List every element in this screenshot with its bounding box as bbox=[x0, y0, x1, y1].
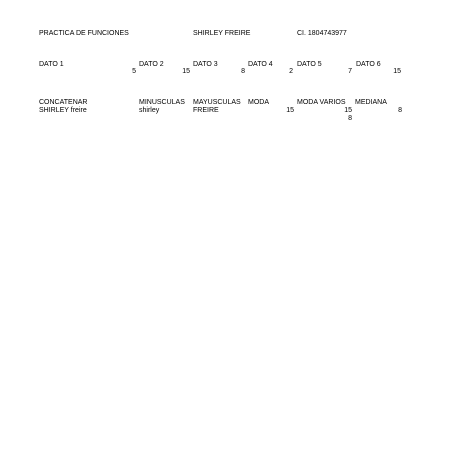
header-minusculas[interactable]: MINUSCULAS bbox=[139, 99, 185, 106]
header-dato-4[interactable]: DATO 4 bbox=[248, 61, 273, 68]
value-dato-3[interactable]: 8 bbox=[241, 68, 245, 75]
header-dato-5[interactable]: DATO 5 bbox=[297, 61, 322, 68]
value-dato-1[interactable]: 5 bbox=[132, 68, 136, 75]
result-moda[interactable]: 15 bbox=[286, 107, 294, 114]
header-mayusculas[interactable]: MAYUSCULAS bbox=[193, 99, 241, 106]
header-mediana[interactable]: MEDIANA bbox=[355, 99, 387, 106]
value-dato-2[interactable]: 15 bbox=[182, 68, 190, 75]
header-moda-varios[interactable]: MODA VARIOS bbox=[297, 99, 346, 106]
value-dato-6[interactable]: 15 bbox=[393, 68, 401, 75]
ci-number[interactable]: CI. 1804743977 bbox=[297, 30, 347, 37]
header-concatenar[interactable]: CONCATENAR bbox=[39, 99, 88, 106]
result-mediana[interactable]: 8 bbox=[398, 107, 402, 114]
result-mayusculas[interactable]: FREIRE bbox=[193, 107, 219, 114]
value-dato-4[interactable]: 2 bbox=[289, 68, 293, 75]
sheet-title[interactable]: PRACTICA DE FUNCIONES bbox=[39, 30, 129, 37]
value-dato-5[interactable]: 7 bbox=[348, 68, 352, 75]
header-dato-6[interactable]: DATO 6 bbox=[356, 61, 381, 68]
header-moda[interactable]: MODA bbox=[248, 99, 269, 106]
header-dato-2[interactable]: DATO 2 bbox=[139, 61, 164, 68]
author-name[interactable]: SHIRLEY FREIRE bbox=[193, 30, 251, 37]
header-dato-1[interactable]: DATO 1 bbox=[39, 61, 64, 68]
result-concatenar[interactable]: SHIRLEY freire bbox=[39, 107, 87, 114]
header-dato-3[interactable]: DATO 3 bbox=[193, 61, 218, 68]
result-moda-varios-1[interactable]: 15 bbox=[344, 107, 352, 114]
result-minusculas[interactable]: shirley bbox=[139, 107, 160, 114]
result-moda-varios-2[interactable]: 8 bbox=[348, 115, 352, 122]
